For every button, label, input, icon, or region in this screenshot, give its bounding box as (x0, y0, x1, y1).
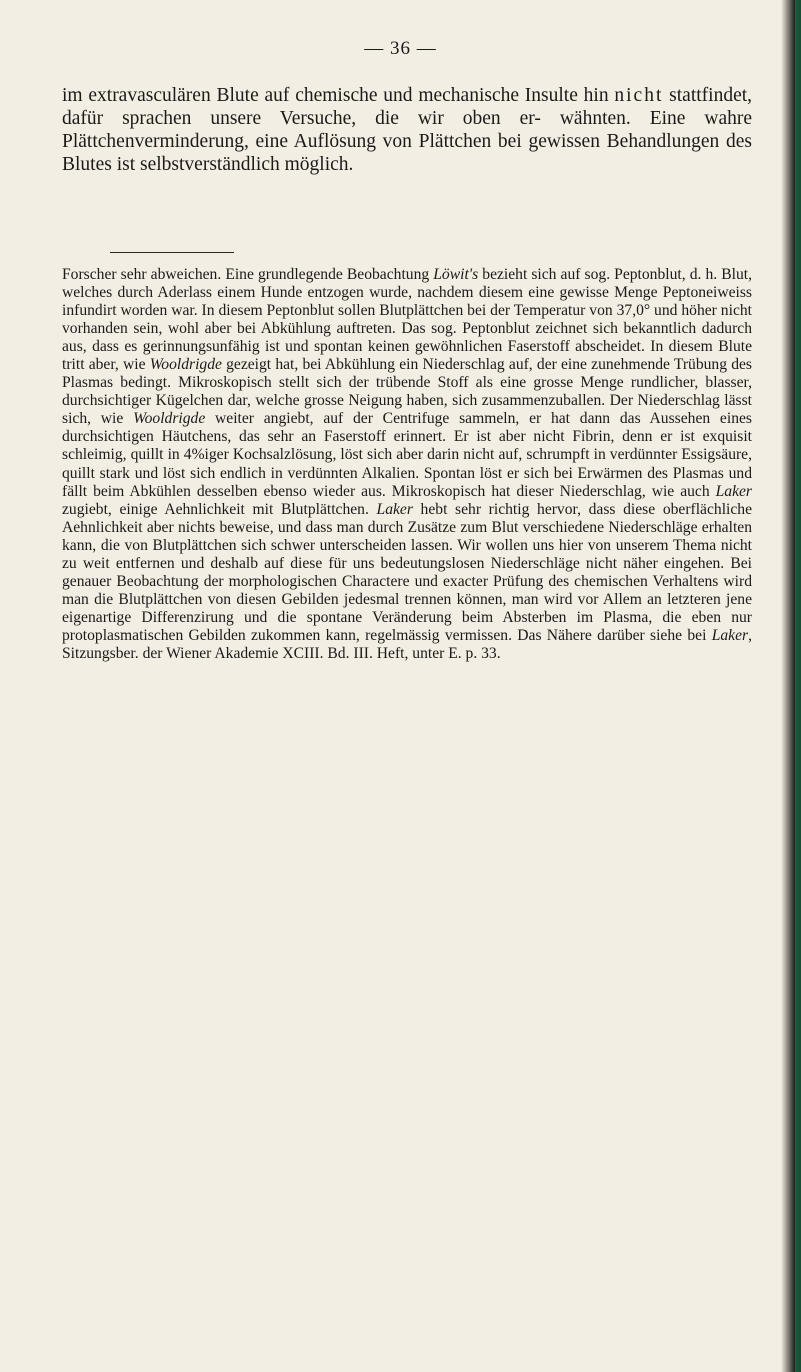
page-number: — 36 — (364, 38, 437, 59)
emphasized-word: nicht (614, 85, 664, 106)
footnote-text: hebt sehr richtig hervor, dass diese oberflächliche Aehnlichkeit aber nichts beweise, und dass man durch Zusätze zum Blut verschiedene Niederschläge erhalten kann, die von Blutplättchen sich schwer unterscheiden lassen. Wir wollen uns hier von unserem Thema nicht zu weit entfernen und deshalb auf diese für uns bedeutungslosen Niederschläge nicht näher eingehen. Bei genauer Beobachtung der morphologischen Charactere und exacter Prüfung des chemischen Verhaltens wird man die Blutplättchen von diesen Gebilden jedesmal trennen können, man wird vor Allem an letzteren jene eigenartige Differenzirung und die spontane Veränderung beim Absterben im Plasma, die eben nur protoplasmatischen Gebilden zukommen kann, regelmässig vermissen. Das Nähere darüber siehe bei (62, 500, 752, 644)
footnote-text: bezieht sich auf sog. Peptonblut, d. h. Blut, welches durch Aderlass einem Hunde entzogen wurde, nachdem diesem eine gewisse Menge Peptoneiweiss infundirt worden war. In diesem Peptonblut sollen Blutplättchen bei der Temperatur von 37,0° und höher nicht vorhanden sein, wohl aber bei Abkühlung auftreten. Das sog. Peptonblut zeichnet sich bekanntlich dadurch aus, dass es gerinnungsunfähig ist und spontan keinen gewöhnlichen Faserstoff abscheidet. In diesem Blute tritt aber, wie (62, 266, 752, 374)
footnote-divider (110, 252, 234, 253)
footnote-text: weiter angiebt, auf der Centrifuge sammeln, er hat dann das Aussehen eines durchsichtigen Häutchens, das sehr an Faserstoff erinnert. Er ist aber nicht Fibrin, denn er ist exquisit schleimig, quillt in 4%iger Kochsalzlösung, löst sich aber darin nicht auf, schrumpft in verdünnter Essigsäure, quillt stark und löst sich endlich in verdünnten Alkalien. Spontan löst er sich bei Erwärmen des Plasmas und fällt beim Abkühlen desselben ebenso wieder aus. Mikroskopisch hat dieser Niederschlag, wie auch (62, 410, 752, 500)
main-text-line-4: Plättchen bei gewissen Behandlungen des Blutes ist selbstverständlich (62, 131, 752, 175)
main-paragraph (62, 84, 752, 176)
main-text-line-5: möglich. (284, 154, 354, 175)
footnote-text: zugiebt, einige Aehnlichkeit mit Blutplättchen. (62, 500, 377, 518)
footnote-text: gezeigt hat, bei Abkühlung ein Niederschlag auf, der eine zunehmende Trübung des Plasmas bedingt. Mikroskopisch stellt sich der trübende Stoff als eine grosse Menge rundlicher, blasser, durchsichtiger Kügelchen dar, welche grosse Neigung haben, sich zusammenzuballen. Der Niederschlag lässt sich, wie (62, 356, 752, 428)
author-name: Laker (711, 626, 749, 644)
author-name: Wooldrigde (149, 356, 222, 374)
author-name: Löwit's (433, 266, 479, 283)
main-text-line-1: im extravasculären Blute auf chemische und mechanische Insulte hin (62, 85, 609, 106)
footnote (62, 266, 752, 663)
footnote-text: Forscher sehr abweichen. Eine grundlegende Beobachtung (62, 266, 434, 283)
footnote-text: , Sitzungsber. der Wiener Akademie XCIII. Bd. III. Heft, unter E. p. 33. (62, 626, 752, 662)
author-name: Laker (715, 482, 752, 500)
author-name: Wooldrigde (133, 410, 206, 428)
main-text-line-2: stattfindet, dafür sprachen unsere Versuche, die wir oben er- (62, 85, 753, 129)
page-edge-band (795, 0, 801, 1372)
author-name: Laker (376, 500, 413, 518)
main-text-line-3: wähnten. Eine wahre Plättchenverminderung, eine Auflösung von (62, 108, 753, 152)
